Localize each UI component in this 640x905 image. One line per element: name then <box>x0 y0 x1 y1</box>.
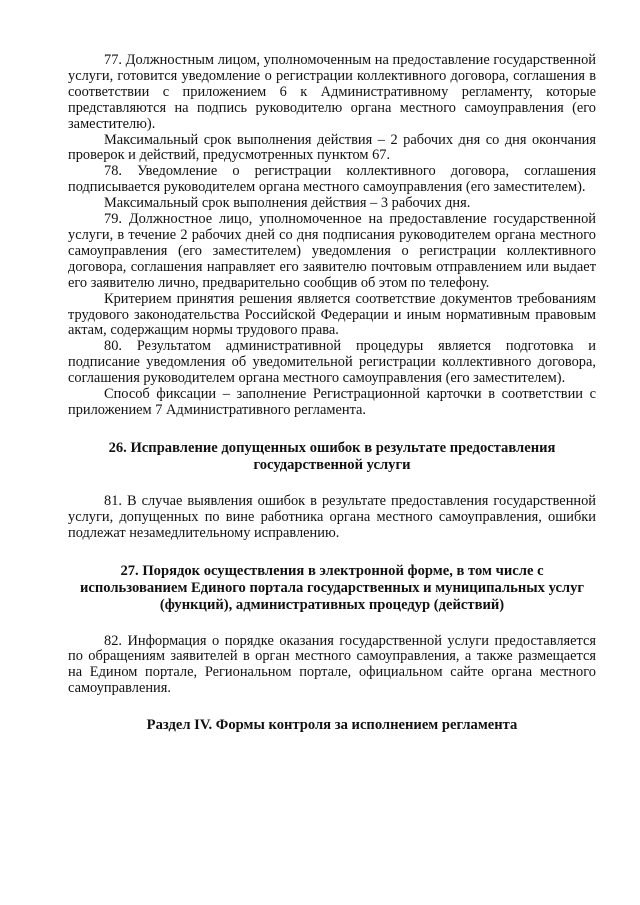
paragraph-79-criterion: Критерием принятия решения является соответствие документов требованиям трудового законодательства Российской Федерации и иным нормативным правовым актам, содержащим нормы трудового права. <box>68 290 596 339</box>
paragraph-78-deadline: Максимальный срок выполнения действия – 3 рабочих дня. <box>104 195 471 212</box>
heading-part-4: Раздел IV. Формы контроля за исполнением регламента <box>146 717 518 734</box>
document-page <box>68 53 596 734</box>
heading-section-26: 26. Исправление допущенных ошибок в результате предоставления государственной услуги <box>108 439 556 473</box>
paragraph-78: 78. Уведомление о регистрации коллективного договора, соглашения подписывается руководителем органа местного самоуправления (его заместителем). <box>68 163 596 196</box>
paragraph-82: 82. Информация о порядке оказания государственной услуги предоставляется по обращениям заявителей в орган местного самоуправления, а также размещается на Едином портале, Региональном портале, официальном сайте органа местного самоуправления. <box>68 632 596 697</box>
paragraph-81: 81. В случае выявления ошибок в результате предоставления государственной услуги, допущенных по вине работника органа местного самоуправления, ошибки подлежат незамедлительному исправлению. <box>68 492 596 541</box>
paragraph-77: 77. Должностным лицом, уполномоченным на предоставление государственной услуги, готовится уведомление о регистрации коллективного договора, соглашения в соответствии с приложением 6 к Административному регламенту, которые представляются на подпись руководителю органа местного самоуправления (его заместителю). <box>68 52 596 132</box>
paragraph-77-deadline: Максимальный срок выполнения действия – 2 рабочих дня со дня окончания проверок и действий, предусмотренных пунктом 67. <box>68 131 596 164</box>
heading-section-27: 27. Порядок осуществления в электронной форме, в том числе с использованием Единого портала государственных и муниципальных услуг (функций), административных процедур (действий) <box>79 562 585 613</box>
paragraph-79: 79. Должностное лицо, уполномоченное на предоставление государственной услуги, в течение 2 рабочих дней со дня подписания руководителем органа местного самоуправления (его заместителем) уведомления о регистрации коллективного договора, соглашения направляет его заявителю почтовым отправлением или выдает его заявителю лично, предварительно сообщив об этом по телефону. <box>68 211 596 291</box>
paragraph-80-fixation: Способ фиксации – заполнение Регистрационной карточки в соответствии с приложением 7 Административного регламента. <box>68 386 596 418</box>
paragraph-80: 80. Результатом административной процедуры является подготовка и подписание уведомления об уведомительной регистрации коллективного договора, соглашения руководителем органа местного самоуправления (его заместителем). <box>68 338 596 387</box>
